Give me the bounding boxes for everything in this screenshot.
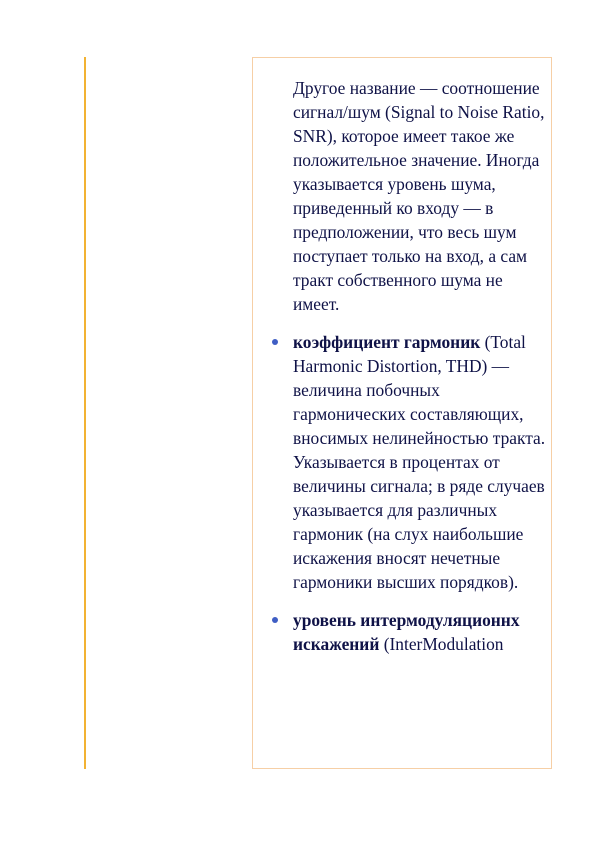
- text-box: [252, 57, 552, 769]
- list-item-text: (Total Harmonic Distortion, THD) — величина побочных гармонических составляющих, вносимых нелинейностью тракта. Указывается в процентах от величины сигнала; в ряде случаев указывается для различных гармоник (на слух наибольшие искажения вносят нечетные гармоники высших порядков).: [293, 332, 546, 592]
- bullet-icon: [272, 339, 278, 345]
- list-item-term: уровень интермодуляционнх искажений: [293, 610, 520, 654]
- list-item-thd: [293, 330, 551, 594]
- list-item-text: (InterModulation: [379, 634, 504, 654]
- bullet-icon: [272, 617, 278, 623]
- text-content: [293, 76, 551, 656]
- left-margin-rule: [84, 57, 86, 769]
- list-item-imd: [293, 608, 551, 656]
- list-item-term: коэффициент гармоник: [293, 332, 481, 352]
- intro-paragraph: Другое название — соотношение сигнал/шум (Signal to Noise Ratio, SNR), которое имеет такое же положительное значение. Иногда указывается уровень шума, приведенный ко входу — в предположении, что весь шум поступает только на вход, а сам тракт собственного шума не имеет.: [293, 78, 545, 314]
